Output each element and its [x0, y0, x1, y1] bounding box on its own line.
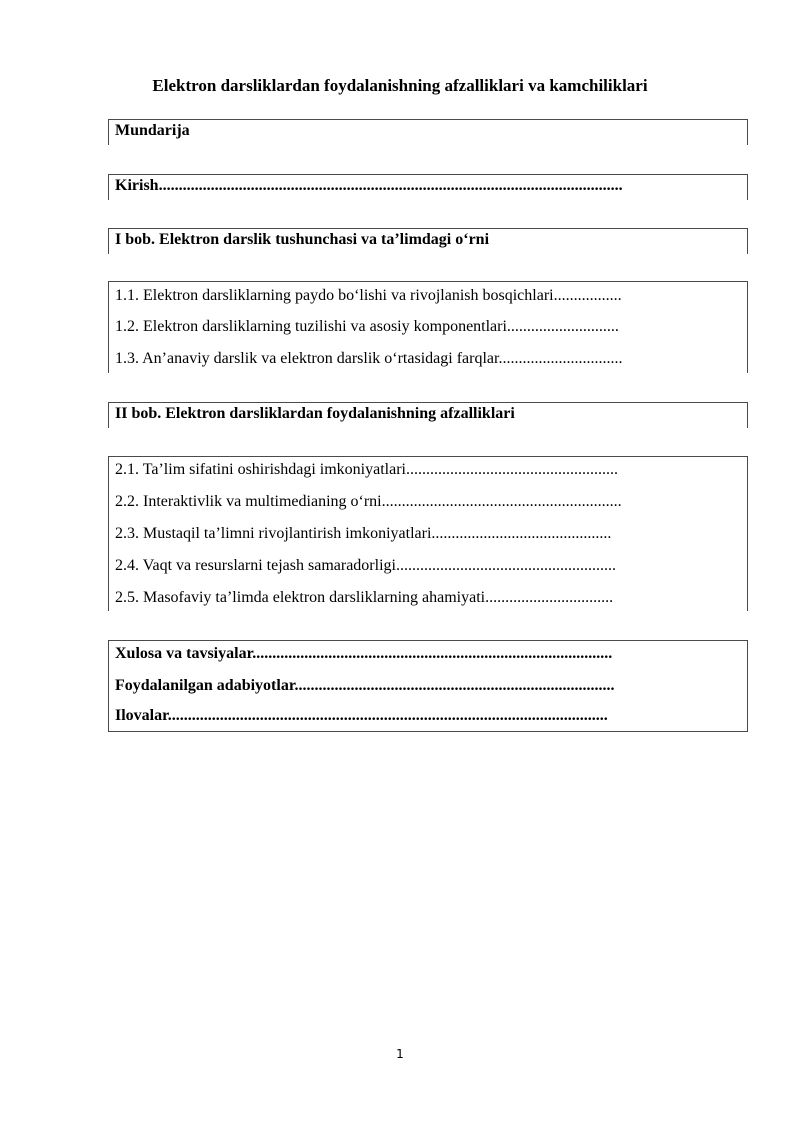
chapter2-heading-box: [108, 402, 748, 428]
contents-heading-box: [108, 119, 748, 145]
chapter1-heading-box: [108, 228, 748, 254]
page-number: 1: [396, 1047, 404, 1061]
chapter1-heading: I bob. Elektron darslik tushunchasi va ta’limdagi o‘rni: [115, 231, 490, 248]
toc-entry-2-1: 2.1. Ta’lim sifatini oshirishdagi imkoniyatlari.....................................................: [115, 461, 618, 478]
toc-entry-1-2: 1.2. Elektron darsliklarning tuzilishi va asosiy komponentlari............................: [115, 318, 619, 335]
contents-heading: Mundarija: [115, 122, 190, 139]
toc-entry-2-2: 2.2. Interaktivlik va multimedianing o‘rni............................................................: [115, 493, 622, 510]
toc-entry-references: Foydalanilgan adabiyotlar................................................................................: [115, 677, 615, 694]
chapter2-items-box: [108, 456, 748, 611]
toc-entry-1-3: 1.3. An’anaviy darslik va elektron darslik o‘rtasidagi farqlar...............................: [115, 350, 623, 367]
chapter2-heading: II bob. Elektron darsliklardan foydalanishning afzalliklari: [115, 405, 515, 422]
chapter1-items-box: [108, 281, 748, 373]
toc-entry-1-1: 1.1. Elektron darsliklarning paydo bo‘lishi va rivojlanish bosqichlari.................: [115, 287, 622, 304]
closing-box: [108, 640, 748, 732]
intro-box: [108, 174, 748, 200]
toc-entry-appendices: Ilovalar..............................................................................................................: [115, 707, 608, 724]
toc-entry-2-4: 2.4. Vaqt va resurslarni tejash samaradorligi.......................................................: [115, 557, 616, 574]
toc-entry-2-3: 2.3. Mustaqil ta’limni rivojlantirish imkoniyatlari.............................................: [115, 525, 612, 542]
document-title: Elektron darsliklardan foydalanishning afzalliklari va kamchiliklari: [152, 76, 648, 95]
toc-entry-intro: Kirish....................................................................................................................: [115, 177, 623, 194]
toc-entry-conclusion: Xulosa va tavsiyalar..........................................................................................: [115, 645, 613, 662]
toc-entry-2-5: 2.5. Masofaviy ta’limda elektron darsliklarning ahamiyati................................: [115, 589, 614, 606]
